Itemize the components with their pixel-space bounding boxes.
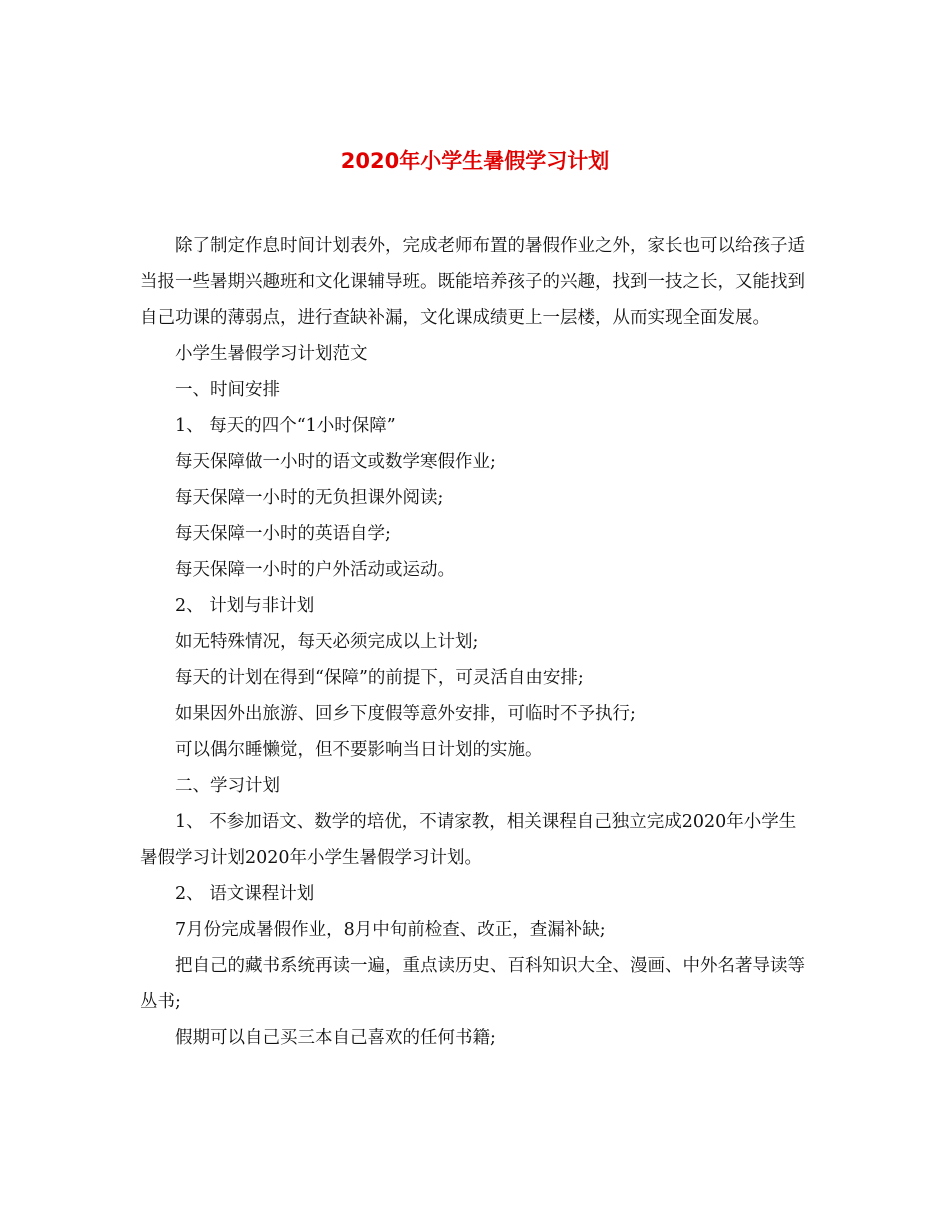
document-title: 2020年小学生暑假学习计划 <box>340 149 610 173</box>
paragraph-intro: 除了制定作息时间计划表外，完成老师布置的暑假作业之外，家长也可以给孩子适当报一些暑期兴趣班和文化课辅导班。既能培养孩子的兴趣，找到一技之长，又能找到自己功课的薄弱点，进行查缺补漏，文化课成绩更上一层楼，从而实现全面发展。 <box>140 236 805 328</box>
list-item-heading: 1、 不参加语文、数学的培优，不请家教，相关课程自己独立完成2020年小学生暑假学习计划2020年小学生暑假学习计划。 <box>140 812 797 868</box>
list-item: 如果因外出旅游、回乡下度假等意外安排，可临时不予执行; <box>175 704 636 724</box>
list-item: 每天保障一小时的户外活动或运动。 <box>175 560 455 580</box>
paragraph-subtitle: 小学生暑假学习计划范文 <box>175 344 368 364</box>
list-item-heading: 2、 计划与非计划 <box>175 596 315 616</box>
list-item: 每天保障做一小时的语文或数学寒假作业; <box>175 452 496 472</box>
list-item: 如无特殊情况，每天必须完成以上计划; <box>175 632 479 652</box>
list-item-heading: 1、 每天的四个“1小时保障” <box>175 416 396 436</box>
list-item: 把自己的藏书系统再读一遍，重点读历史、百科知识大全、漫画、中外名著导读等丛书; <box>140 956 805 1012</box>
section-heading-time: 一、时间安排 <box>175 380 280 400</box>
list-item: 可以偶尔睡懒觉，但不要影响当日计划的实施。 <box>175 740 543 760</box>
list-item: 每天保障一小时的无负担课外阅读; <box>175 488 444 508</box>
document-body <box>140 228 812 1056</box>
list-item: 每天保障一小时的英语自学; <box>175 524 391 544</box>
list-item-heading: 2、 语文课程计划 <box>175 884 315 904</box>
list-item: 7月份完成暑假作业，8月中旬前检查、改正，查漏补缺; <box>175 920 606 940</box>
section-heading-study: 二、学习计划 <box>175 776 280 796</box>
list-item: 假期可以自己买三本自己喜欢的任何书籍; <box>175 1028 496 1048</box>
list-item: 每天的计划在得到“保障”的前提下，可灵活自由安排; <box>175 668 584 688</box>
